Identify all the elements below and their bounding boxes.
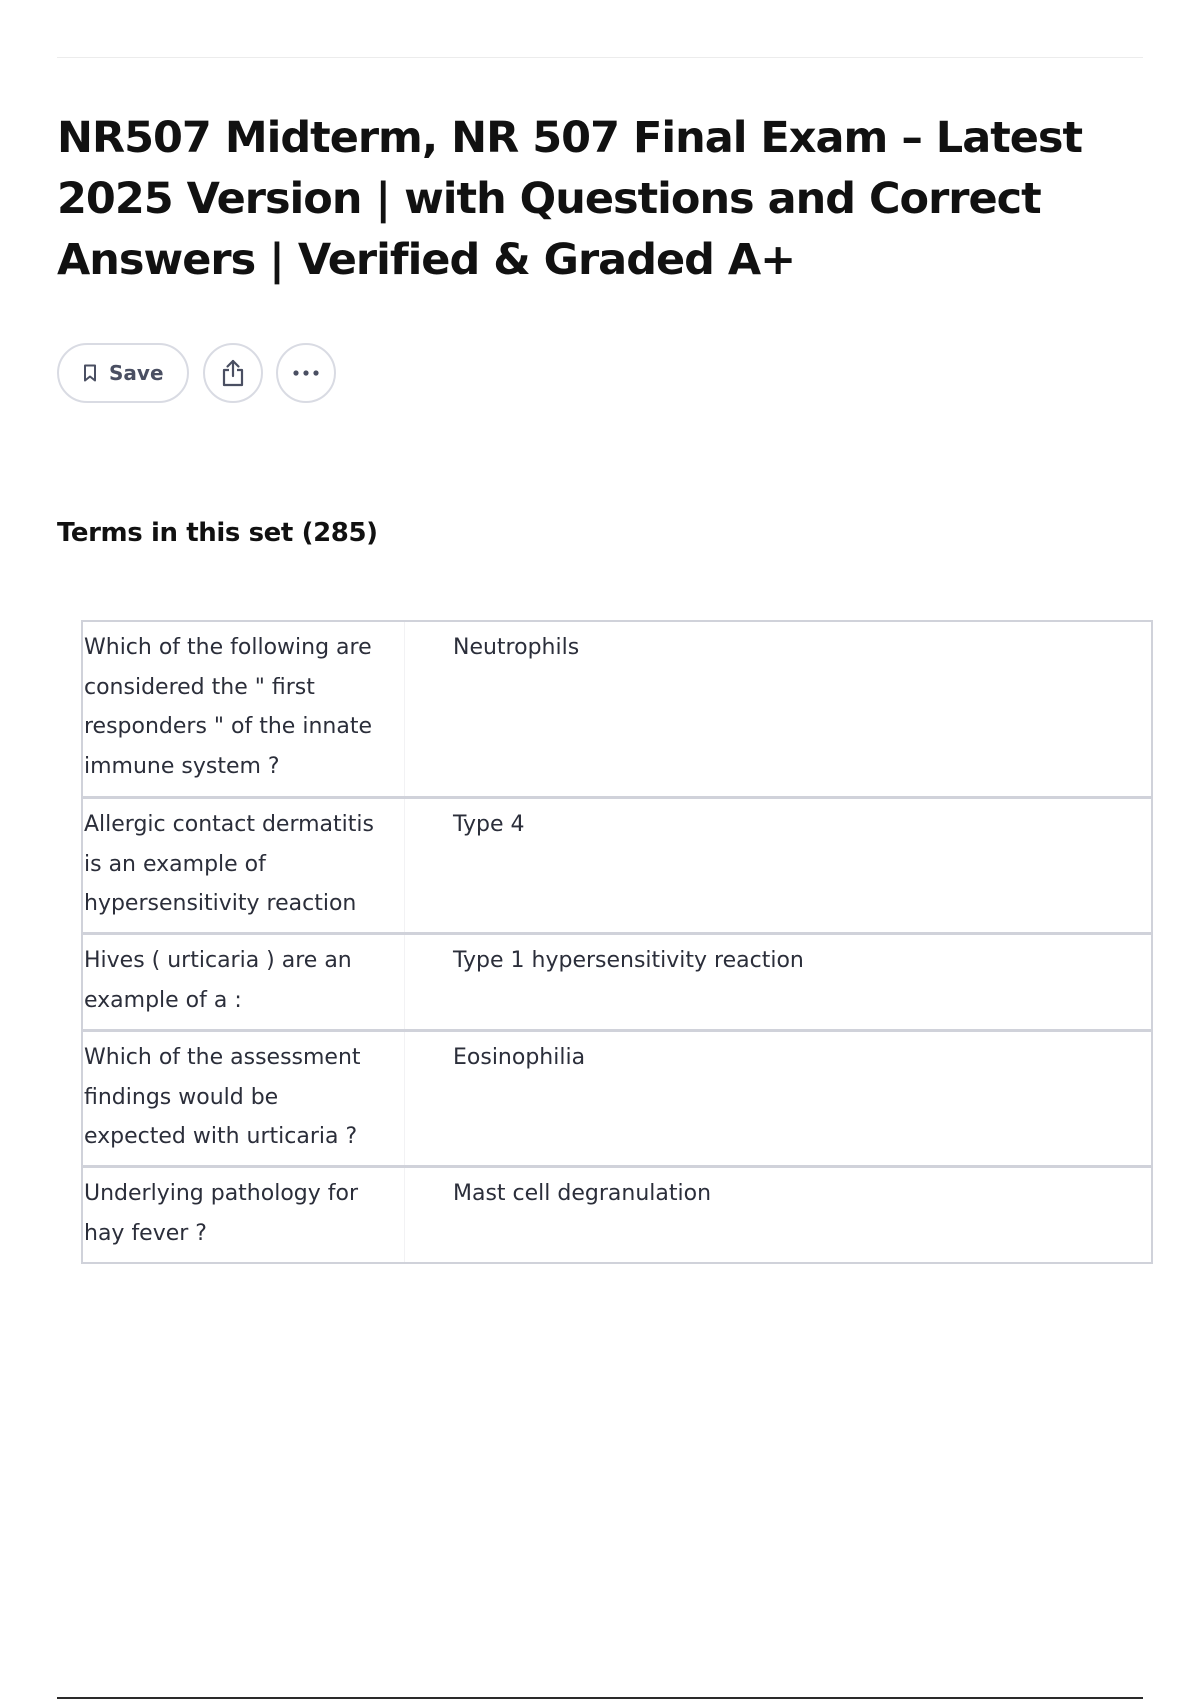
term-answer: Mast cell degranulation xyxy=(453,1181,712,1206)
share-button[interactable] xyxy=(203,343,263,403)
term-answer: Neutrophils xyxy=(453,635,580,660)
term-row[interactable] xyxy=(81,620,1153,798)
bookmark-icon xyxy=(83,364,97,382)
page-title: NR507 Midterm, NR 507 Final Exam – Latest 2025 Version | with Questions and Correct Answers | Verified & Graded A+ xyxy=(57,113,1083,285)
term-question: Hives ( urticaria ) are an example of a : xyxy=(83,935,405,1029)
term-answer: Type 1 hypersensitivity reaction xyxy=(453,948,804,973)
more-options-button[interactable] xyxy=(276,343,336,403)
more-options-icon xyxy=(292,369,320,377)
action-bar xyxy=(57,343,336,403)
term-row[interactable] xyxy=(81,934,1153,1031)
top-divider xyxy=(57,57,1143,58)
term-answer: Eosinophilia xyxy=(453,1045,586,1070)
term-question: Which of the assessment findings would be expected with urticaria ? xyxy=(83,1032,405,1165)
terms-heading: Terms in this set (285) xyxy=(57,518,378,548)
term-question: Allergic contact dermatitis is an example of hypersensitivity reaction xyxy=(83,799,405,932)
save-button[interactable] xyxy=(57,343,189,403)
term-row[interactable] xyxy=(81,1167,1153,1264)
bottom-divider xyxy=(57,1697,1143,1699)
terms-list xyxy=(81,620,1153,1264)
term-row[interactable] xyxy=(81,798,1153,934)
share-icon xyxy=(220,359,246,387)
save-button-label: Save xyxy=(109,361,164,385)
term-question: Which of the following are considered the " first responders " of the innate immune system ? xyxy=(83,622,405,796)
term-row[interactable] xyxy=(81,1031,1153,1167)
term-question: Underlying pathology for hay fever ? xyxy=(83,1168,405,1262)
term-answer: Type 4 xyxy=(453,812,525,837)
